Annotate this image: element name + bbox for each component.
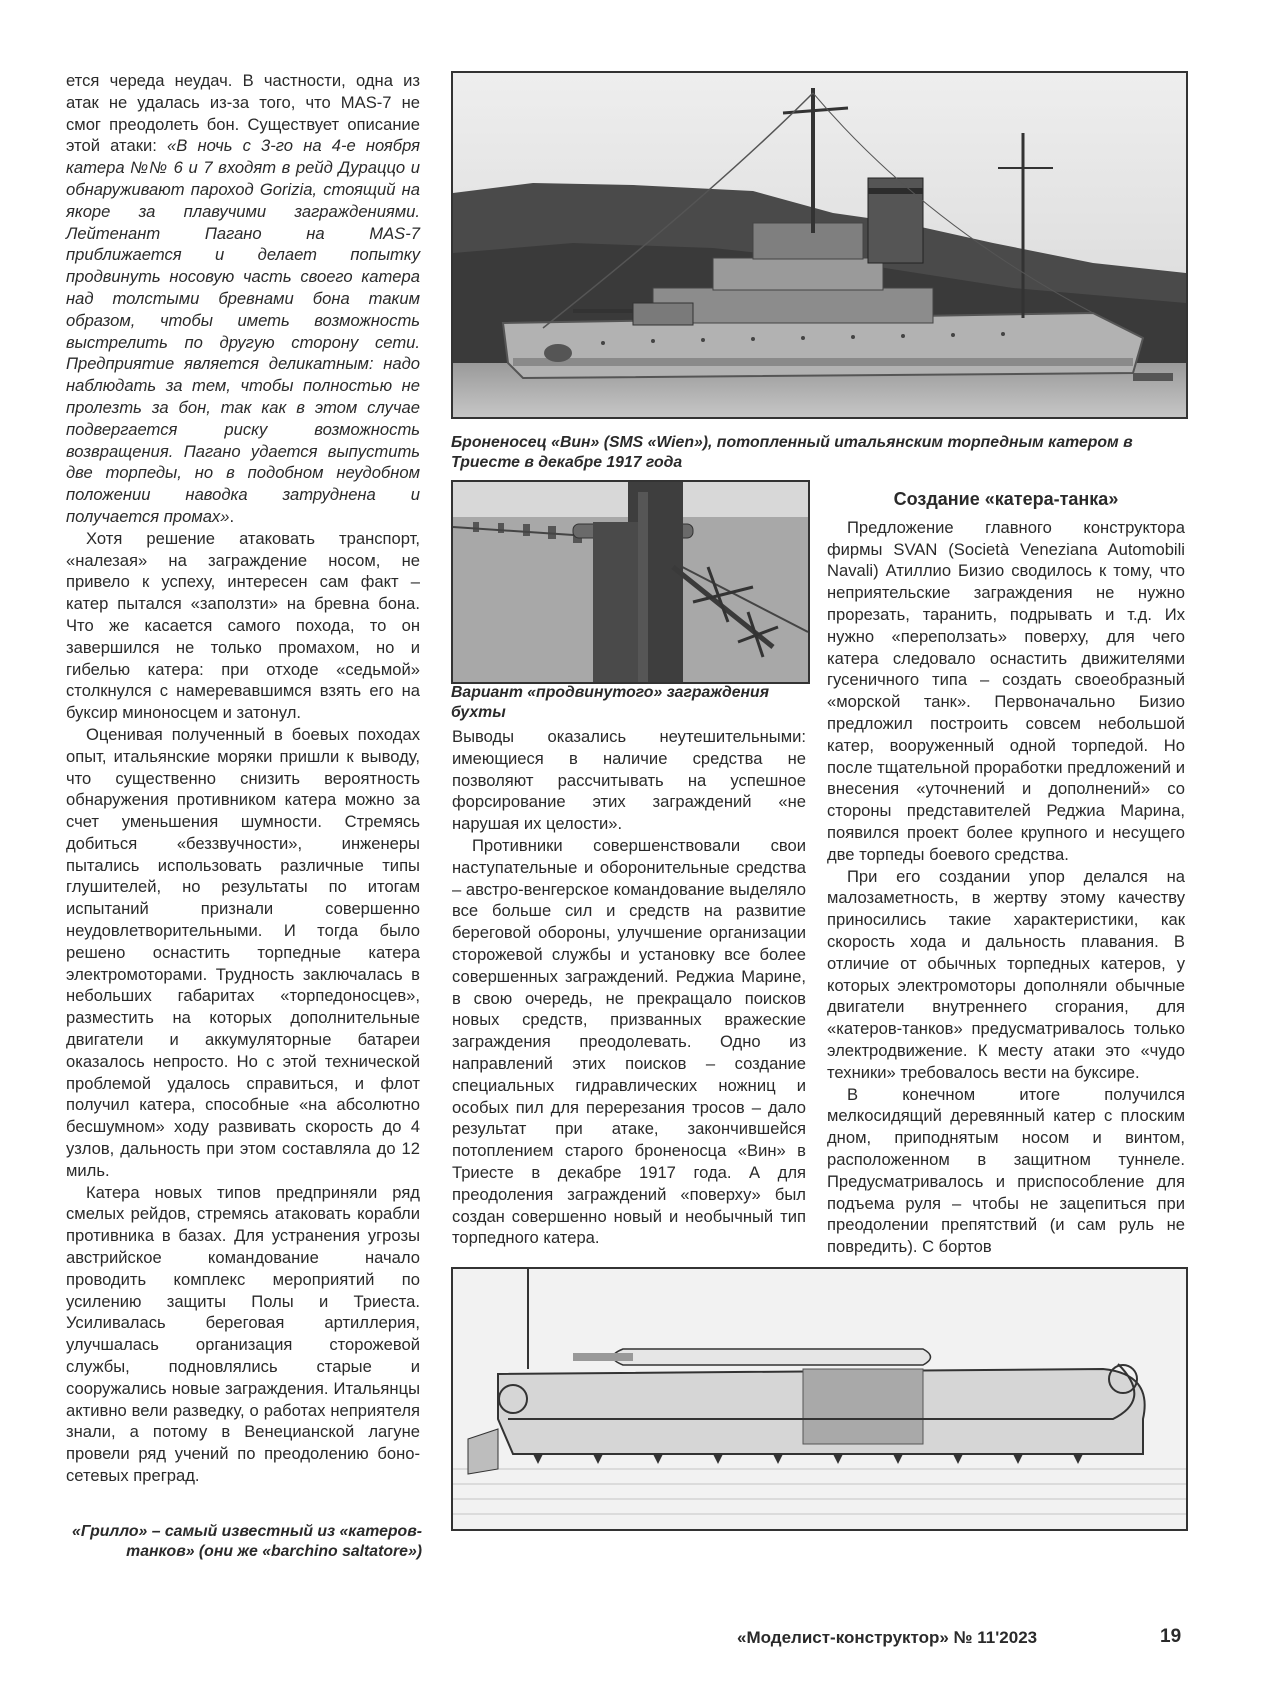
paragraph: ется череда неудач. В частности, одна из атак не удалась из-за того, что MAS-7 не смог преодолеть бон. Существует описание этой атаки: «В ночь с 3-го на 4-е ноября катера №№ 6 и 7 входят в рейд Дураццо и обнаруживают пароход Gorizia, стоящий на якоре за плавучими заграждениями. Лейтенант Пагано на MAS-7 приближается и делает попытку продвинуть носовую часть своего катера над толстыми бревнами бона таким образом, чтобы иметь возможность выстрелить по другую сторону сети. Предприятие является деликатным: надо наблюдать за тем, чтобы полностью не пролезть за бон, так как в этом случае подвергается риску возможность возвращения. Пагано удается выпустить две торпеды, но в подобном неудобном положении наводка затруднена и получается промах». xyxy=(66,71,420,526)
text-column-middle xyxy=(452,726,806,1249)
magazine-title: «Моделист-конструктор» № 11'2023 xyxy=(737,1628,1038,1647)
paragraph: Катера новых типов предприняли ряд смелых рейдов, стремясь атаковать корабли противника в базах. Для устранения угрозы австрийское командование начало проводить комплекс мероприятий по усилению защиты Полы и Триеста. Усиливалась береговая артиллерия, улучшалась организация сторожевой службы, подновлялись старые и сооружались новые заграждения. Итальянцы активно вели разведку, о работах неприятеля знали, а потому в Венецианской лагуне провели ряд учений по преодолению боно-сетевых преград. xyxy=(66,1182,420,1485)
boat-drawing xyxy=(451,1267,1188,1531)
section-heading: Создание «катера-танка» xyxy=(893,489,1119,509)
paragraph: В конечном итоге получился мелкосидящий деревянный катер с плоским дном, приподнятым носом и винтом, расположенном в защитном туннеле. Предусматривалось и приспособление для подъема руля – чтобы не зацепиться при преодолении препятствий (и сам руль не повредить). С бортов xyxy=(827,1084,1185,1257)
barrier-photo xyxy=(451,480,810,684)
boat-caption: «Грилло» – самый известный из «катеров-танков» (они же «barchino saltatore») xyxy=(72,1523,422,1560)
page-number: 19 xyxy=(1160,1626,1182,1647)
paragraph: При его создании упор делался на малозаметность, в жертву этому качеству приносились такие характеристики, как скорость хода и дальность плавания. В отличие от обычных торпедных катеров, у которых электромоторы дополняли обычные двигатели внутреннего сгорания, для «катеров-танков» предусматривалось только электродвижение. К месту атаки это «чудо техники» требовалось вести на буксире. xyxy=(827,866,1185,1082)
text-column-left xyxy=(66,70,420,1487)
paragraph: Выводы оказались неутешительными: имеющиеся в наличие средства не позволяют рассчитывать на успешное форсирование этих заграждений «не нарушая их целости». xyxy=(452,727,806,834)
quote: «В ночь с 3-го на 4-е ноября катера №№ 6 и 7 входят в рейд Дураццо и обнаруживают пароход Gorizia, стоящий на якоре за плавучими заграждениями. Лейтенант Пагано на MAS-7 приближается и делает попытку продвинуть носовую часть своего катера над толстыми бревнами бона таким образом, чтобы иметь возможность выстрелить по другую сторону сети. Предприятие является деликатным: надо наблюдать за тем, чтобы полностью не пролезть за бон, так как в этом случае подвергается риску возможность возвращения. Пагано удается выпустить две торпеды, но в подобном неудобном положении наводка затруднена и получается промах» xyxy=(66,136,420,526)
battleship-caption: Броненосец «Вин» (SMS «Wien»), потопленный итальянским торпедным катером в Триесте в декабре 1917 года xyxy=(451,434,1133,471)
paragraph: Оценивая полученный в боевых походах опыт, итальянские моряки пришли к выводу, что существенно снизить вероятность обнаружения противником катера можно за счет уменьшения шумности. Стремясь добиться «беззвучности», инженеры пытались использовать различные типы глушителей, но результаты по итогам испытаний признали совершенно неудовлетворительными. И тогда было решено оснастить торпедные катера электромоторами. Трудность заключалась в небольших габаритах «торпедоносцев», разместить на которых дополнительные двигатели и аккумуляторные батареи оказалось непросто. Но с этой технической проблемой удалось справиться, и флот получил катера, способные «на абсолютно бесшумном» ходу развивать скорость до 4 узлов, дальность при этом составляла до 12 миль. xyxy=(66,724,420,1180)
barrier-caption: Вариант «продвинутого» заграждения бухты xyxy=(451,684,770,721)
battleship-photo xyxy=(451,71,1188,419)
paragraph: Предложение главного конструктора фирмы SVAN (Società Veneziana Automobili Navali) Атиллио Бизио сводилось к тому, что неприятельские заграждения не нужно прорезать, таранить, подрывать и т.д. Их нужно «переползать» поверху, для чего катера следовало оснастить движителями гусеничного типа – создать своеобразный «морской танк». Первоначально Бизио предложил построить совсем небольшой катер, вооруженный одной торпедой. Но после тщательной проработки предложений и внесения «уточнений и дополнений» со стороны представителей Реджиа Марина, появился проект более крупного и несущего две торпеды боевого средства. xyxy=(827,517,1185,864)
paragraph: Противники совершенствовали свои наступательные и оборонительные средства – австро-венгерское командование выделяло все больше сил и средств на развитие береговой обороны, улучшение организации сторожевой службы и установку все более совершенных заграждений. Реджиа Марине, в свою очередь, не прекращало поисков новых средств, призванных вражеские заграждения преодолевать. Одно из направлений этих поисков – создание специальных гидравлических ножниц и особых пил для перерезания тросов – дало результат при атаке, закончившейся потоплением старого броненосца «Вин» в Триесте в декабре 1917 года. А для преодоления заграждений «поверху» был создан совершенно новый и необычный тип торпедного катера. xyxy=(452,835,806,1248)
text-column-right xyxy=(827,489,1185,1258)
paragraph: Хотя решение атаковать транспорт, «налезая» на заграждение носом, не привело к успеху, интересен сам факт – катер пытался «заползти» на бревна бона. Что же касается самого похода, то он завершился не только промахом, но и гибелью катера: при отходе «седьмой» столкнулся с намеревавшимся взять его на буксир миноносцем и затонул. xyxy=(66,528,420,723)
